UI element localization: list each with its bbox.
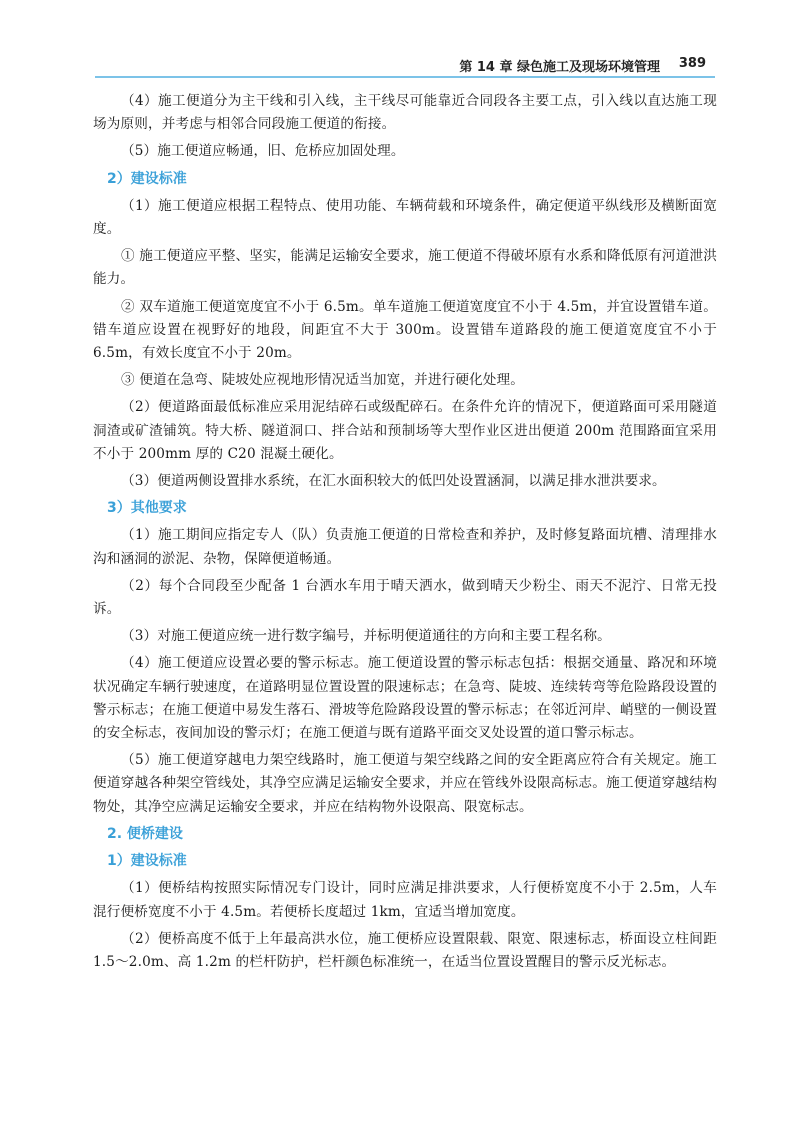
paragraph: （4）施工便道分为主干线和引入线，主干线尽可能靠近合同段各主要工点，引入线以直达施工现场为原则，并考虑与相邻合同段施工便道的衔接。 xyxy=(93,93,717,133)
page-number: 389 xyxy=(678,56,706,71)
paragraph: （5）施工便道应畅通，旧、危桥应加固处理。 xyxy=(121,143,405,160)
paragraph: （1）施工期间应指定专人（队）负责施工便道的日常检查和养护，及时修复路面坑槽、清理排水沟和涵洞的淤泥、杂物，保障便道畅通。 xyxy=(93,527,717,567)
paragraph: （3）对施工便道应统一进行数字编号，并标明便道通往的方向和主要工程名称。 xyxy=(121,628,611,645)
section-heading-bridge: 2. 便桥建设 xyxy=(107,825,183,842)
paragraph: （5）施工便道穿越电力架空线路时，施工便道与架空线路之间的安全距离应符合有关规定。施工便道穿越各种架空管线处，其净空应满足运输安全要求，并应在管线外设限高标志。施工便道穿越结构物处，其净空应满足运输安全要求，并应在结构物外设限高、限宽标志。 xyxy=(93,752,717,815)
subsection-heading-bridge-standard: 1）建设标准 xyxy=(107,853,187,870)
page-header xyxy=(0,50,800,78)
paragraph: （3）便道两侧设置排水系统，在汇水面积较大的低凹处设置涵洞，以满足排水泄洪要求。 xyxy=(121,473,666,490)
subsection-heading-build-standard: 2）建设标准 xyxy=(107,170,187,187)
paragraph: （4）施工便道应设置必要的警示标志。施工便道设置的警示标志包括：根据交通量、路况和环境状况确定车辆行驶速度，在道路明显位置设置的限速标志；在急弯、陡坡、连续转弯等危险路段设置的警示标志；在施工便道中易发生落石、滑坡等危险路段设置的警示标志；在邻近河岸、峭壁的一侧设置的安全标志，夜间加设的警示灯；在施工便道与既有道路平面交叉处设置的道口警示标志。 xyxy=(93,655,717,742)
paragraph: （1）便桥结构按照实际情况专门设计，同时应满足排洪要求，人行便桥宽度不小于 2.5m，人车混行便桥宽度不小于 4.5m。若便桥长度超过 1km，宜适当增加宽度。 xyxy=(93,880,717,920)
paragraph: （2）便桥高度不低于上年最高洪水位，施工便桥应设置限载、限宽、限速标志，桥面设立柱间距 1.5～2.0m、高 1.2m 的栏杆防护，栏杆颜色标准统一，在适当位置设置醒目的警示反光标志。 xyxy=(93,930,717,970)
chapter-title: 第 14 章 绿色施工及现场环境管理 xyxy=(459,60,660,75)
paragraph: ② 双车道施工便道宽度宜不小于 6.5m。单车道施工便道宽度宜不小于 4.5m，并宜设置错车道。错车道应设置在视野好的地段，间距宜不大于 300m。设置错车道路段的施工便道宽度宜不小于 6.5m，有效长度宜不小于 20m。 xyxy=(93,298,717,362)
paragraph: （2）便道路面最低标准应采用泥结碎石或级配碎石。在条件允许的情况下，便道路面可采用隧道洞渣或矿渣铺筑。特大桥、隧道洞口、拌合站和预制场等大型作业区进出便道 200m 范围路面宜采用不小于 200mm 厚的 C20 混凝土硬化。 xyxy=(93,399,717,462)
paragraph: （2）每个合同段至少配备 1 台洒水车用于晴天洒水，做到晴天少粉尘、雨天不泥泞、日常无投诉。 xyxy=(93,577,717,618)
paragraph: ① 施工便道应平整、坚实，能满足运输安全要求，施工便道不得破坏原有水系和降低原有河道泄洪能力。 xyxy=(93,248,717,288)
page-body xyxy=(93,90,717,978)
paragraph: （1）施工便道应根据工程特点、使用功能、车辆荷载和环境条件，确定便道平纵线形及横断面宽度。 xyxy=(93,197,717,238)
subsection-heading-other: 3）其他要求 xyxy=(107,500,187,517)
header-rule xyxy=(95,76,715,78)
paragraph: ③ 便道在急弯、陡坡处应视地形情况适当加宽，并进行硬化处理。 xyxy=(121,372,525,389)
